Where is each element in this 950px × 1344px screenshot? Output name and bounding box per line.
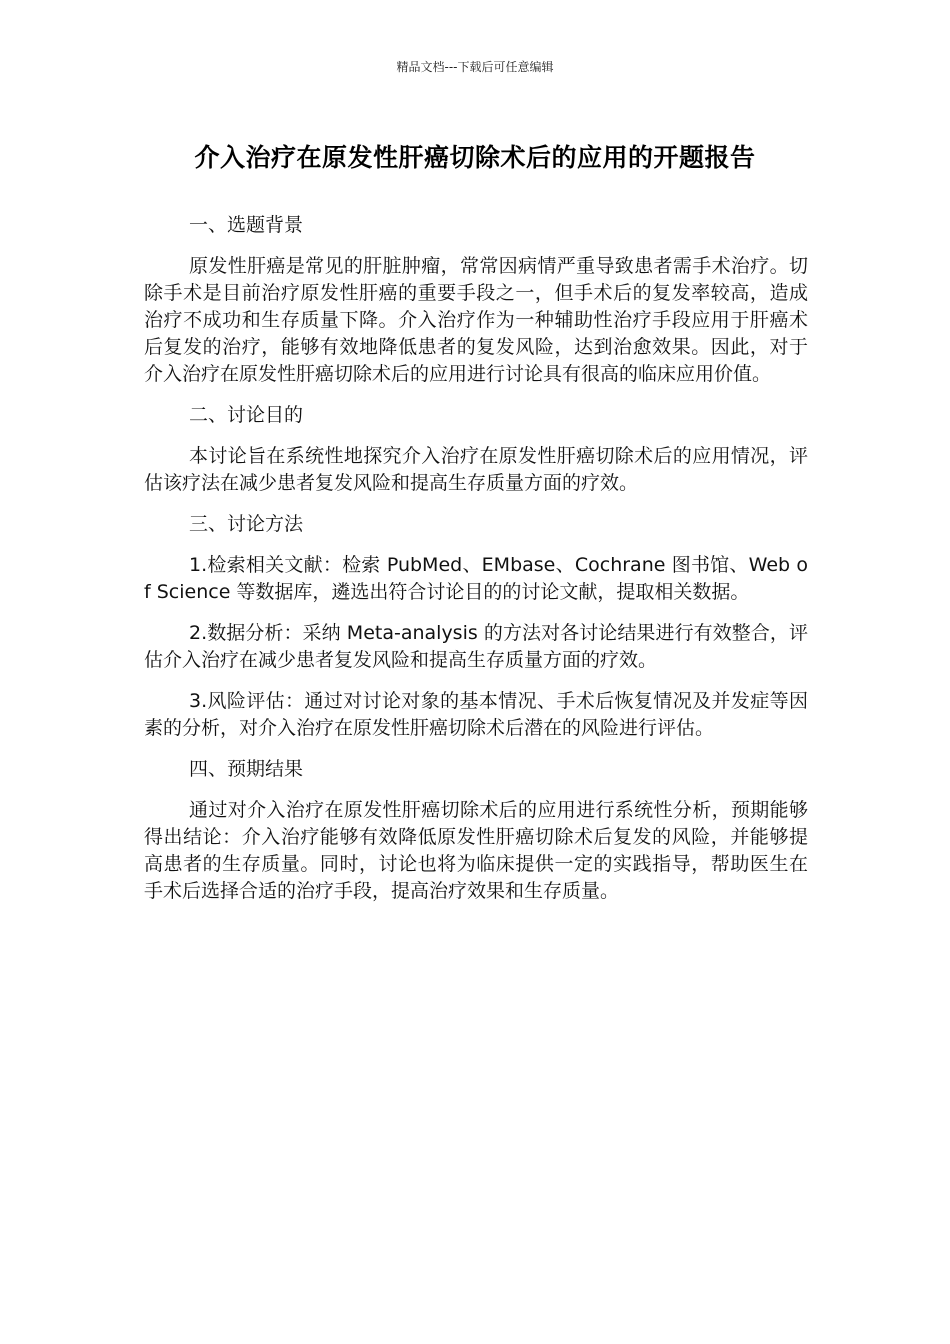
paragraph-purpose: 本讨论旨在系统性地探究介入治疗在原发性肝癌切除术后的应用情况，评估该疗法在减少患者复发风险和提高生存质量方面的疗效。 bbox=[144, 445, 808, 494]
section-heading-results: 四、预期结果 bbox=[189, 758, 304, 780]
method-item-data-analysis: 2.数据分析：采纳 Meta-analysis 的方法对各讨论结果进行有效整合，评估介入治疗在减少患者复发风险和提高生存质量方面的疗效。 bbox=[144, 622, 808, 671]
section-heading-purpose: 二、讨论目的 bbox=[189, 404, 304, 426]
paragraph-background: 原发性肝癌是常见的肝脏肿瘤，常常因病情严重导致患者需手术治疗。切除手术是目前治疗原发性肝癌的重要手段之一，但手术后的复发率较高，造成治疗不成功和生存质量下降。介入治疗作为一种辅助性治疗手段应用于肝癌术后复发的治疗，能够有效地降低患者的复发风险，达到治愈效果。因此，对于介入治疗在原发性肝癌切除术后的应用进行讨论具有很高的临床应用价值。 bbox=[144, 255, 808, 385]
method-item-risk-assessment: 3.风险评估：通过对讨论对象的基本情况、手术后恢复情况及并发症等因素的分析，对介入治疗在原发性肝癌切除术后潜在的风险进行评估。 bbox=[144, 690, 808, 739]
section-heading-background: 一、选题背景 bbox=[189, 214, 304, 236]
header-note: 精品文档---下载后可任意编辑 bbox=[396, 60, 554, 74]
method-item-literature-search: 1.检索相关文献：检索 PubMed、EMbase、Cochrane 图书馆、Web of Science 等数据库，遴选出符合讨论目的的讨论文献，提取相关数据。 bbox=[144, 554, 808, 603]
document-body bbox=[144, 212, 808, 919]
paragraph-results: 通过对介入治疗在原发性肝癌切除术后的应用进行系统性分析，预期能够得出结论：介入治疗能够有效降低原发性肝癌切除术后复发的风险，并能够提高患者的生存质量。同时，讨论也将为临床提供一定的实践指导，帮助医生在手术后选择合适的治疗手段，提高治疗效果和生存质量。 bbox=[144, 799, 808, 902]
section-heading-methods: 三、讨论方法 bbox=[189, 513, 304, 535]
page-title: 介入治疗在原发性肝癌切除术后的应用的开题报告 bbox=[194, 143, 756, 172]
